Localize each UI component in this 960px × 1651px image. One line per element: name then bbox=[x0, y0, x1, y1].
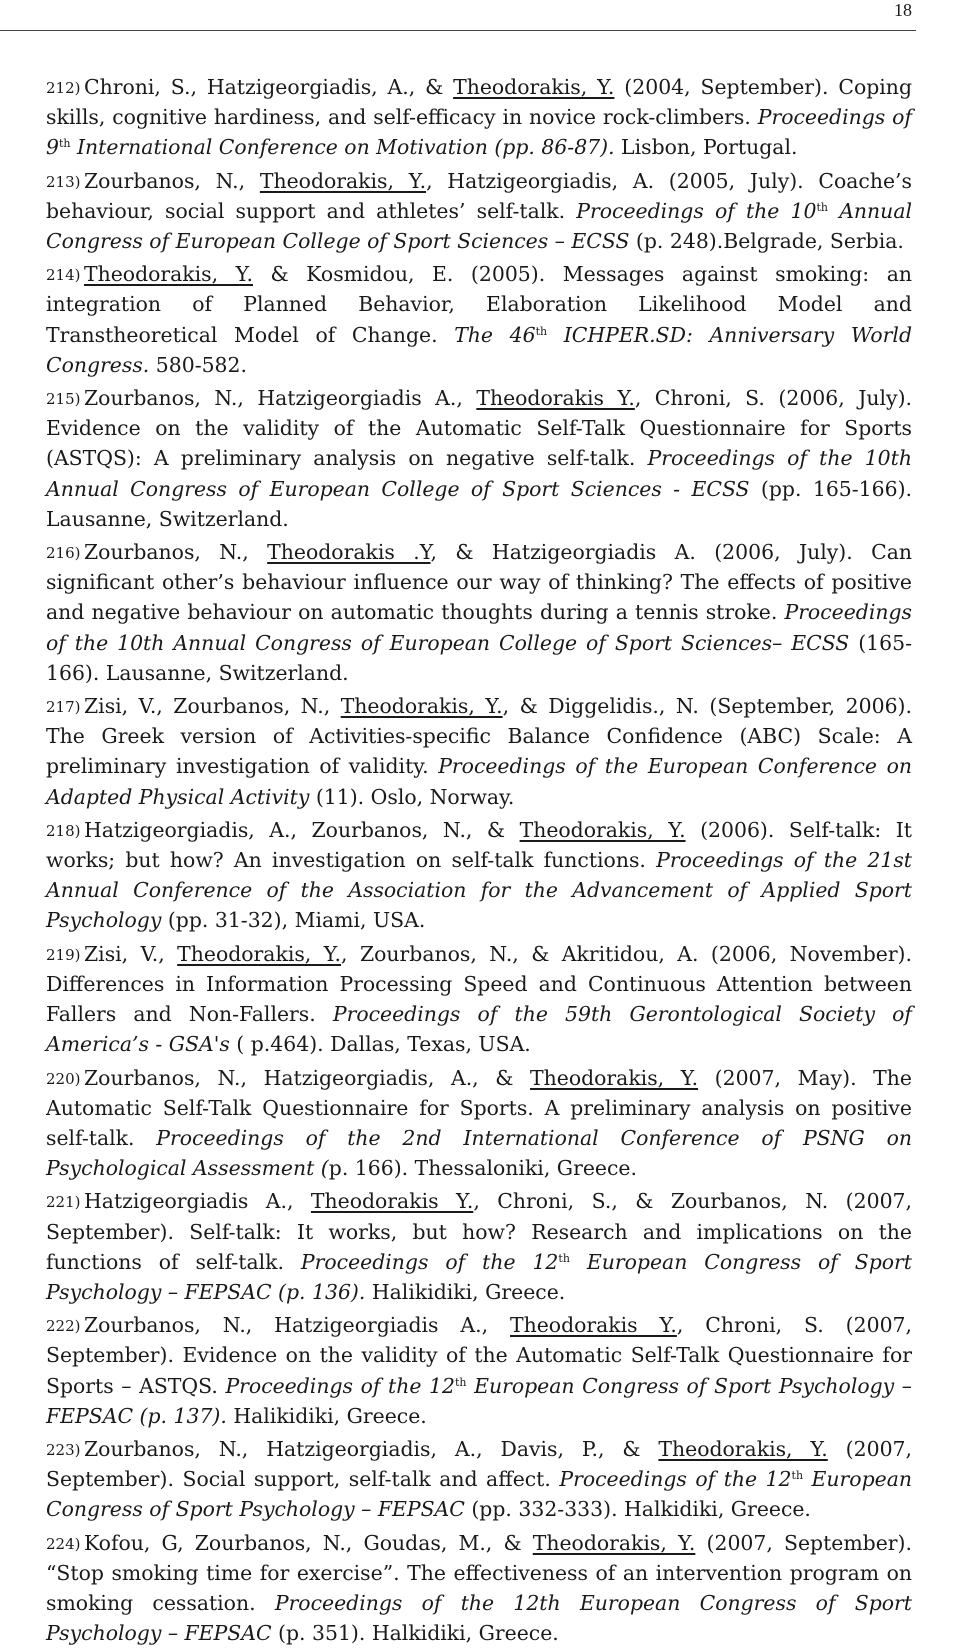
reference-segment: (2007, September). Social support, self-talk and affect. bbox=[46, 1436, 913, 1492]
reference-text bbox=[46, 169, 912, 253]
proceedings-title: Proceedings of the European Conference on Adapted Physical Activity bbox=[46, 754, 913, 809]
reference-number: 224) bbox=[46, 1534, 81, 1553]
reference-segment: (pp. 165-166). Lausanne, Switzerland. bbox=[46, 476, 913, 531]
reference-segment: (pp. 31-32), Miami, USA. bbox=[161, 908, 426, 933]
reference-segment: (2006). Self-talk: It works; but how? An investigation on self-talk functions. bbox=[46, 817, 912, 873]
reference-number: 217) bbox=[46, 698, 81, 717]
author-name-underlined: Theodorakis, Y. bbox=[84, 262, 253, 287]
author-name-underlined: Theodorakis Y. bbox=[476, 386, 635, 411]
reference-text bbox=[46, 386, 912, 531]
reference-entry bbox=[0, 691, 960, 812]
reference-segment: Lisbon, Portugal. bbox=[614, 135, 798, 160]
reference-segment: (165-166). Lausanne, Switzerland. bbox=[46, 630, 912, 685]
proceedings-title: Proceedings of the 12 bbox=[300, 1249, 559, 1274]
proceedings-title: Proceedings of the 2nd International Conference of PSNG on Psychological Assessment ( bbox=[46, 1125, 912, 1181]
reference-entry bbox=[0, 1434, 960, 1525]
reference-number: 218) bbox=[46, 821, 81, 840]
reference-segment: , Chroni, S., & Zourbanos, N. (2007, September). Self-talk: It works, but how? Research and implications on the functions of self-talk. bbox=[46, 1189, 912, 1274]
reference-entry bbox=[0, 72, 960, 163]
reference-number: 219) bbox=[46, 945, 81, 964]
reference-list bbox=[0, 72, 960, 1651]
reference-text bbox=[46, 1437, 912, 1521]
proceedings-title: European Congress of Sport Psychology – FEPSAC (p. 136). bbox=[46, 1249, 912, 1304]
reference-number: 213) bbox=[46, 172, 81, 191]
reference-segment: 580-582. bbox=[149, 352, 247, 377]
reference-text bbox=[46, 262, 912, 377]
author-name-underlined: Theodorakis, Y. bbox=[177, 941, 342, 966]
author-name-underlined: Theodorakis .Y bbox=[267, 540, 431, 565]
reference-segment: Halikidiki, Greece. bbox=[365, 1279, 566, 1304]
reference-segment: Hatzigeorgiadis, A., Zourbanos, N., & bbox=[84, 817, 520, 842]
proceedings-title: European Congress of Sport Psychology – FEPSAC (p. 137). bbox=[46, 1373, 912, 1428]
reference-segment: Zourbanos, N., Hatzigeorgiadis, A., Davis, P., & bbox=[84, 1436, 659, 1461]
reference-segment: (2007, May). The Automatic Self-Talk Questionnaire for Sports. A preliminary analysis on positive self-talk. bbox=[46, 1065, 912, 1150]
ordinal-suffix: th bbox=[454, 1375, 467, 1389]
reference-segment: Zourbanos, N., bbox=[84, 168, 260, 193]
ordinal-suffix: th bbox=[535, 324, 548, 338]
reference-entry bbox=[0, 537, 960, 688]
reference-segment: Kofou, G, Zourbanos, N., Goudas, M., & bbox=[84, 1530, 533, 1555]
reference-segment: (p. 248).Belgrade, Serbia. bbox=[629, 229, 904, 254]
reference-number: 215) bbox=[46, 390, 81, 409]
proceedings-title: European Congress of Sport Psychology – FEPSAC bbox=[46, 1467, 912, 1522]
reference-entry bbox=[0, 166, 960, 257]
proceedings-title: Proceedings of the 10th Annual Congress of European College of Sport Sciences - ECSS bbox=[46, 446, 912, 501]
reference-text bbox=[46, 942, 912, 1057]
reference-entry bbox=[0, 1310, 960, 1431]
reference-segment: & Kosmidou, E. (2005). Messages against smoking: an integration of Planned Behavior, Elaboration Likelihood Model and Transtheoretical Model of Change. bbox=[46, 262, 912, 347]
reference-segment: (11). Oslo, Norway. bbox=[309, 784, 515, 809]
reference-entry bbox=[0, 1186, 960, 1307]
reference-segment: Zourbanos, N., Hatzigeorgiadis, A., & bbox=[84, 1065, 531, 1090]
reference-number: 221) bbox=[46, 1193, 81, 1212]
reference-segment: Zourbanos, N., Hatzigeorgiadis A., bbox=[84, 386, 477, 411]
reference-number: 212) bbox=[46, 79, 81, 97]
author-name-underlined: Theodorakis, Y. bbox=[532, 1530, 696, 1555]
reference-segment: , Zourbanos, N., & Akritidou, A. (2006, November). Differences in Information Processing Speed and Continuous Attention between Fallers and Non-Fallers. bbox=[46, 941, 912, 1027]
reference-segment: Chroni, S., Hatzigeorgiadis, A., & bbox=[84, 75, 454, 99]
reference-segment: ( p.464). Dallas, Texas, USA. bbox=[229, 1032, 531, 1057]
reference-entry bbox=[0, 939, 960, 1060]
page-number: 18 bbox=[894, 0, 912, 20]
reference-segment: Zourbanos, N., Hatzigeorgiadis A., bbox=[84, 1313, 510, 1338]
proceedings-title: Proceedings of the 10 bbox=[576, 198, 817, 223]
header-rule bbox=[0, 30, 916, 31]
reference-text bbox=[46, 1066, 912, 1181]
author-name-underlined: Theodorakis Y. bbox=[510, 1313, 677, 1338]
proceedings-title: Proceedings of the 12 bbox=[559, 1467, 792, 1492]
reference-segment: Zisi, V., Zourbanos, N., bbox=[84, 694, 341, 719]
reference-text bbox=[46, 1313, 912, 1428]
proceedings-title: Proceedings of the 59th Gerontological Society of America’s - GSA's bbox=[46, 1002, 912, 1057]
reference-segment: (2004, September). Coping skills, cognitive hardiness, and self-efficacy in novice rock-climbers. bbox=[46, 75, 912, 130]
proceedings-title: Proceedings of the 10th Annual Congress of European College of Sport Sciences– ECSS bbox=[46, 600, 912, 655]
proceedings-title: Proceedings of the 21st Annual Conference of the Association for the Advancement of Applied Sport Psychology bbox=[46, 848, 912, 933]
reference-segment: (2007, September). “Stop smoking time for exercise”. The effectiveness of an intervention program on smoking cessation. bbox=[46, 1530, 912, 1615]
reference-entry bbox=[0, 383, 960, 534]
ordinal-suffix: th bbox=[58, 137, 71, 151]
reference-segment: , Chroni, S. (2006, July). Evidence on the validity of the Automatic Self-Talk Questionnaire for Sports (ASTQS): A preliminary analysis on negative self-talk. bbox=[46, 386, 913, 471]
reference-entry bbox=[0, 1063, 960, 1184]
reference-segment: , & Hatzigeorgiadis A. (2006, July). Can significant other’s behaviour influence our way of thinking? The effects of positive and negative behaviour on automatic thoughts during a tennis stroke. bbox=[46, 540, 913, 625]
ordinal-suffix: th bbox=[791, 1469, 804, 1483]
proceedings-title: Annual Congress of European College of Sport Sciences – ECSS bbox=[46, 198, 912, 254]
reference-segment: Zisi, V., bbox=[84, 941, 178, 966]
proceedings-title: Proceedings of the 12th European Congress of Sport Psychology – FEPSAC bbox=[46, 1590, 912, 1646]
author-name-underlined: Theodorakis Y. bbox=[310, 1189, 474, 1214]
proceedings-title: The 46 bbox=[454, 322, 536, 347]
reference-number: 214) bbox=[46, 266, 81, 285]
proceedings-title: Proceedings of 9 bbox=[46, 105, 913, 160]
ordinal-suffix: th bbox=[558, 1251, 570, 1265]
reference-text bbox=[46, 540, 912, 685]
reference-segment: p. 166). Thessaloniki, Greece. bbox=[328, 1156, 637, 1181]
author-name-underlined: Theodorakis, Y. bbox=[340, 694, 503, 719]
reference-text bbox=[46, 1531, 912, 1646]
reference-number: 216) bbox=[46, 544, 81, 563]
proceedings-title: ICHPER.SD: Anniversary World Congress. bbox=[46, 322, 912, 377]
reference-segment: , Hatzigeorgiadis, A. (2005, July). Coache’s behaviour, social support and athletes’ self-talk. bbox=[46, 168, 912, 223]
reference-segment: (pp. 332-333). Halkidiki, Greece. bbox=[464, 1497, 811, 1522]
ordinal-suffix: th bbox=[816, 200, 829, 214]
reference-segment: Zourbanos, N., bbox=[84, 540, 268, 565]
reference-segment: (p. 351). Halkidiki, Greece. bbox=[271, 1621, 559, 1646]
reference-entry bbox=[0, 1528, 960, 1649]
author-name-underlined: Theodorakis, Y. bbox=[259, 168, 427, 193]
reference-entry bbox=[0, 259, 960, 380]
reference-number: 220) bbox=[46, 1069, 81, 1088]
proceedings-title: Proceedings of the 12 bbox=[225, 1373, 455, 1398]
reference-text bbox=[46, 818, 912, 933]
author-name-underlined: Theodorakis, Y. bbox=[530, 1065, 699, 1090]
reference-text bbox=[46, 75, 912, 159]
author-name-underlined: Theodorakis, Y. bbox=[453, 75, 615, 99]
reference-segment: , & Diggelidis., N. (September, 2006). The Greek version of Activities-specific Balance Confidence (ABC) Scale: A preliminary investigation of validity. bbox=[46, 694, 912, 779]
reference-segment: Halikidiki, Greece. bbox=[226, 1403, 427, 1428]
author-name-underlined: Theodorakis, Y. bbox=[658, 1436, 828, 1461]
reference-number: 223) bbox=[46, 1440, 81, 1459]
proceedings-title: International Conference on Motivation (pp. 86-87). bbox=[70, 135, 615, 160]
reference-text bbox=[46, 694, 912, 809]
reference-segment: , Chroni, S. (2007, September). Evidence on the validity of the Automatic Self-Talk Questionnaire for Sports – ASTQS. bbox=[46, 1313, 913, 1398]
reference-segment: Hatzigeorgiadis A., bbox=[84, 1189, 311, 1214]
reference-entry bbox=[0, 815, 960, 936]
reference-number: 222) bbox=[46, 1317, 81, 1336]
author-name-underlined: Theodorakis, Y. bbox=[519, 817, 686, 842]
reference-text bbox=[46, 1189, 912, 1304]
